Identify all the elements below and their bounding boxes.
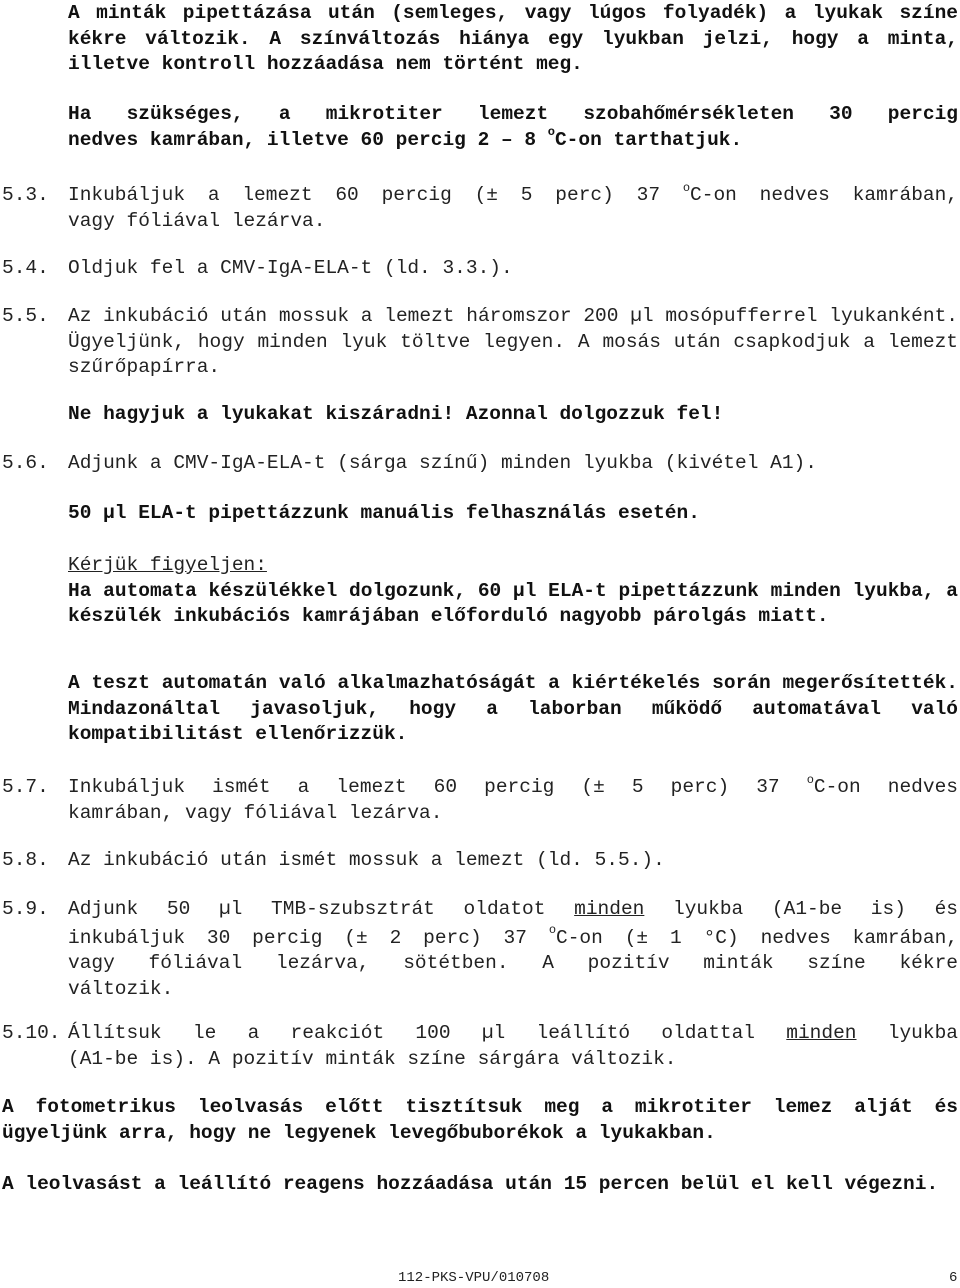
step-5-9-line-4: változik. (68, 977, 174, 1000)
step-5-8-text: Az inkubáció után ismét mossuk a lemezt (ld. 5.5.). (68, 849, 665, 871)
dry-warning: Ne hagyjuk a lyukakat kiszáradni! Azonnal dolgozzuk fel! (68, 403, 724, 425)
step-5-9-line-2: inkubáljuk 30 percig (± 2 perc) 37 $^o$C-on (± 1 °C) nedves kamrában, (68, 923, 958, 949)
step-5-10-line-2: (A1-be is). A pozitív minták színe sárgára változik. (68, 1047, 677, 1070)
step-5-9-line-1: Adjunk 50 µl TMB-szubsztrát oldatot minden lyukba (A1-be is) és (68, 898, 958, 920)
step-number: 5.5. (2, 305, 49, 327)
automation-note: A teszt automatán való alkalmazhatóságát a kiértékelés során megerősítették. Mindazonáltal javasoljuk, hogy a laborban működő automatával való kompatibilitást ellenőrizzük. (68, 672, 958, 745)
storage-line-2: nedves kamrában, illetve 60 percig 2 – 8 $^o$C-on tarthatjuk. (68, 125, 743, 151)
attention-block (68, 553, 958, 630)
step-number: 5.6. (2, 452, 49, 474)
step-5-4-text: Oldjuk fel a CMV-IgA-ELA-t (ld. 3.3.). (68, 257, 513, 279)
manual-use-note: 50 µl ELA-t pipettázzunk manuális felhasználás esetén. (68, 502, 700, 524)
step-5-10-line-1: Állítsuk le a reakciót 100 µl leállító oldattal minden lyukba (68, 1022, 958, 1044)
step-number: 5.8. (2, 849, 49, 871)
storage-line-1: Ha szükséges, a mikrotiter lemezt szobahőmérsékleten 30 percig (68, 103, 958, 125)
degree-mark: o (547, 125, 555, 139)
step-5-4 (2, 256, 958, 282)
step-5-5 (2, 304, 958, 381)
step-number: 5.3. (2, 184, 49, 206)
step-5-7-line-2: kamrában, vagy fóliával lezárva. (68, 801, 443, 824)
step-5-9 (2, 897, 958, 1002)
step-5-7 (2, 772, 958, 826)
step-5-3-line-2: vagy fóliával lezárva. (68, 209, 326, 232)
photometric-note: A fotometrikus leolvasás előtt tisztítsuk meg a mikrotiter lemez alját és ügyeljünk arra, hogy ne legyenek levegőbuborékok a lyukakban. (2, 1096, 958, 1144)
attention-text: Ha automata készülékkel dolgozunk, 60 µl ELA-t pipettázzunk minden lyukba, a készülék inkubációs kamrájában előforduló nagyobb párolgás miatt. (68, 579, 958, 627)
reading-note: A leolvasást a leállító reagens hozzáadása után 15 percen belül el kell végezni. (2, 1173, 939, 1195)
step-5-6-text: Adjunk a CMV-IgA-ELA-t (sárga színű) minden lyukba (kivétel A1). (68, 452, 817, 474)
step-5-3 (2, 180, 958, 234)
step-5-6 (2, 451, 958, 477)
step-5-7-line-1: Inkubáljuk ismét a lemezt 60 percig (± 5 perc) 37 $^o$C-on nedves (68, 772, 958, 798)
step-5-3-line-1: Inkubáljuk a lemezt 60 percig (± 5 perc) 37 $^o$C-on nedves kamrában, (68, 180, 958, 206)
intro-paragraph-storage (68, 102, 958, 153)
step-5-5-text: Az inkubáció után mossuk a lemezt háromszor 200 µl mosópufferrel lyukanként. Ügyeljünk, hogy minden lyuk töltve legyen. A mosás után csapkodjuk a lemezt szűrőpapírra. (68, 305, 958, 378)
attention-label: Kérjük figyeljen: (68, 554, 267, 576)
step-5-10 (2, 1021, 958, 1072)
step-5-9-line-3: vagy fóliával lezárva, sötétben. A pozitív minták színe kékre (68, 952, 958, 974)
step-number: 5.9. (2, 898, 49, 920)
step-number: 5.4. (2, 257, 49, 279)
step-5-8 (2, 848, 958, 874)
step-number: 5.7. (2, 776, 49, 798)
intro-paragraph-color-change: A minták pipettázása után (semleges, vagy lúgos folyadék) a lyukak színe kékre változik. A színváltozás hiánya egy lyukban jelzi, hogy a minta, illetve kontroll hozzáadása nem történt meg. (68, 2, 958, 75)
step-number: 5.10. (2, 1022, 61, 1044)
footer-doc-code: 112-PKS-VPU/010708 (398, 1270, 550, 1286)
footer-page-number: 6 (949, 1270, 958, 1286)
